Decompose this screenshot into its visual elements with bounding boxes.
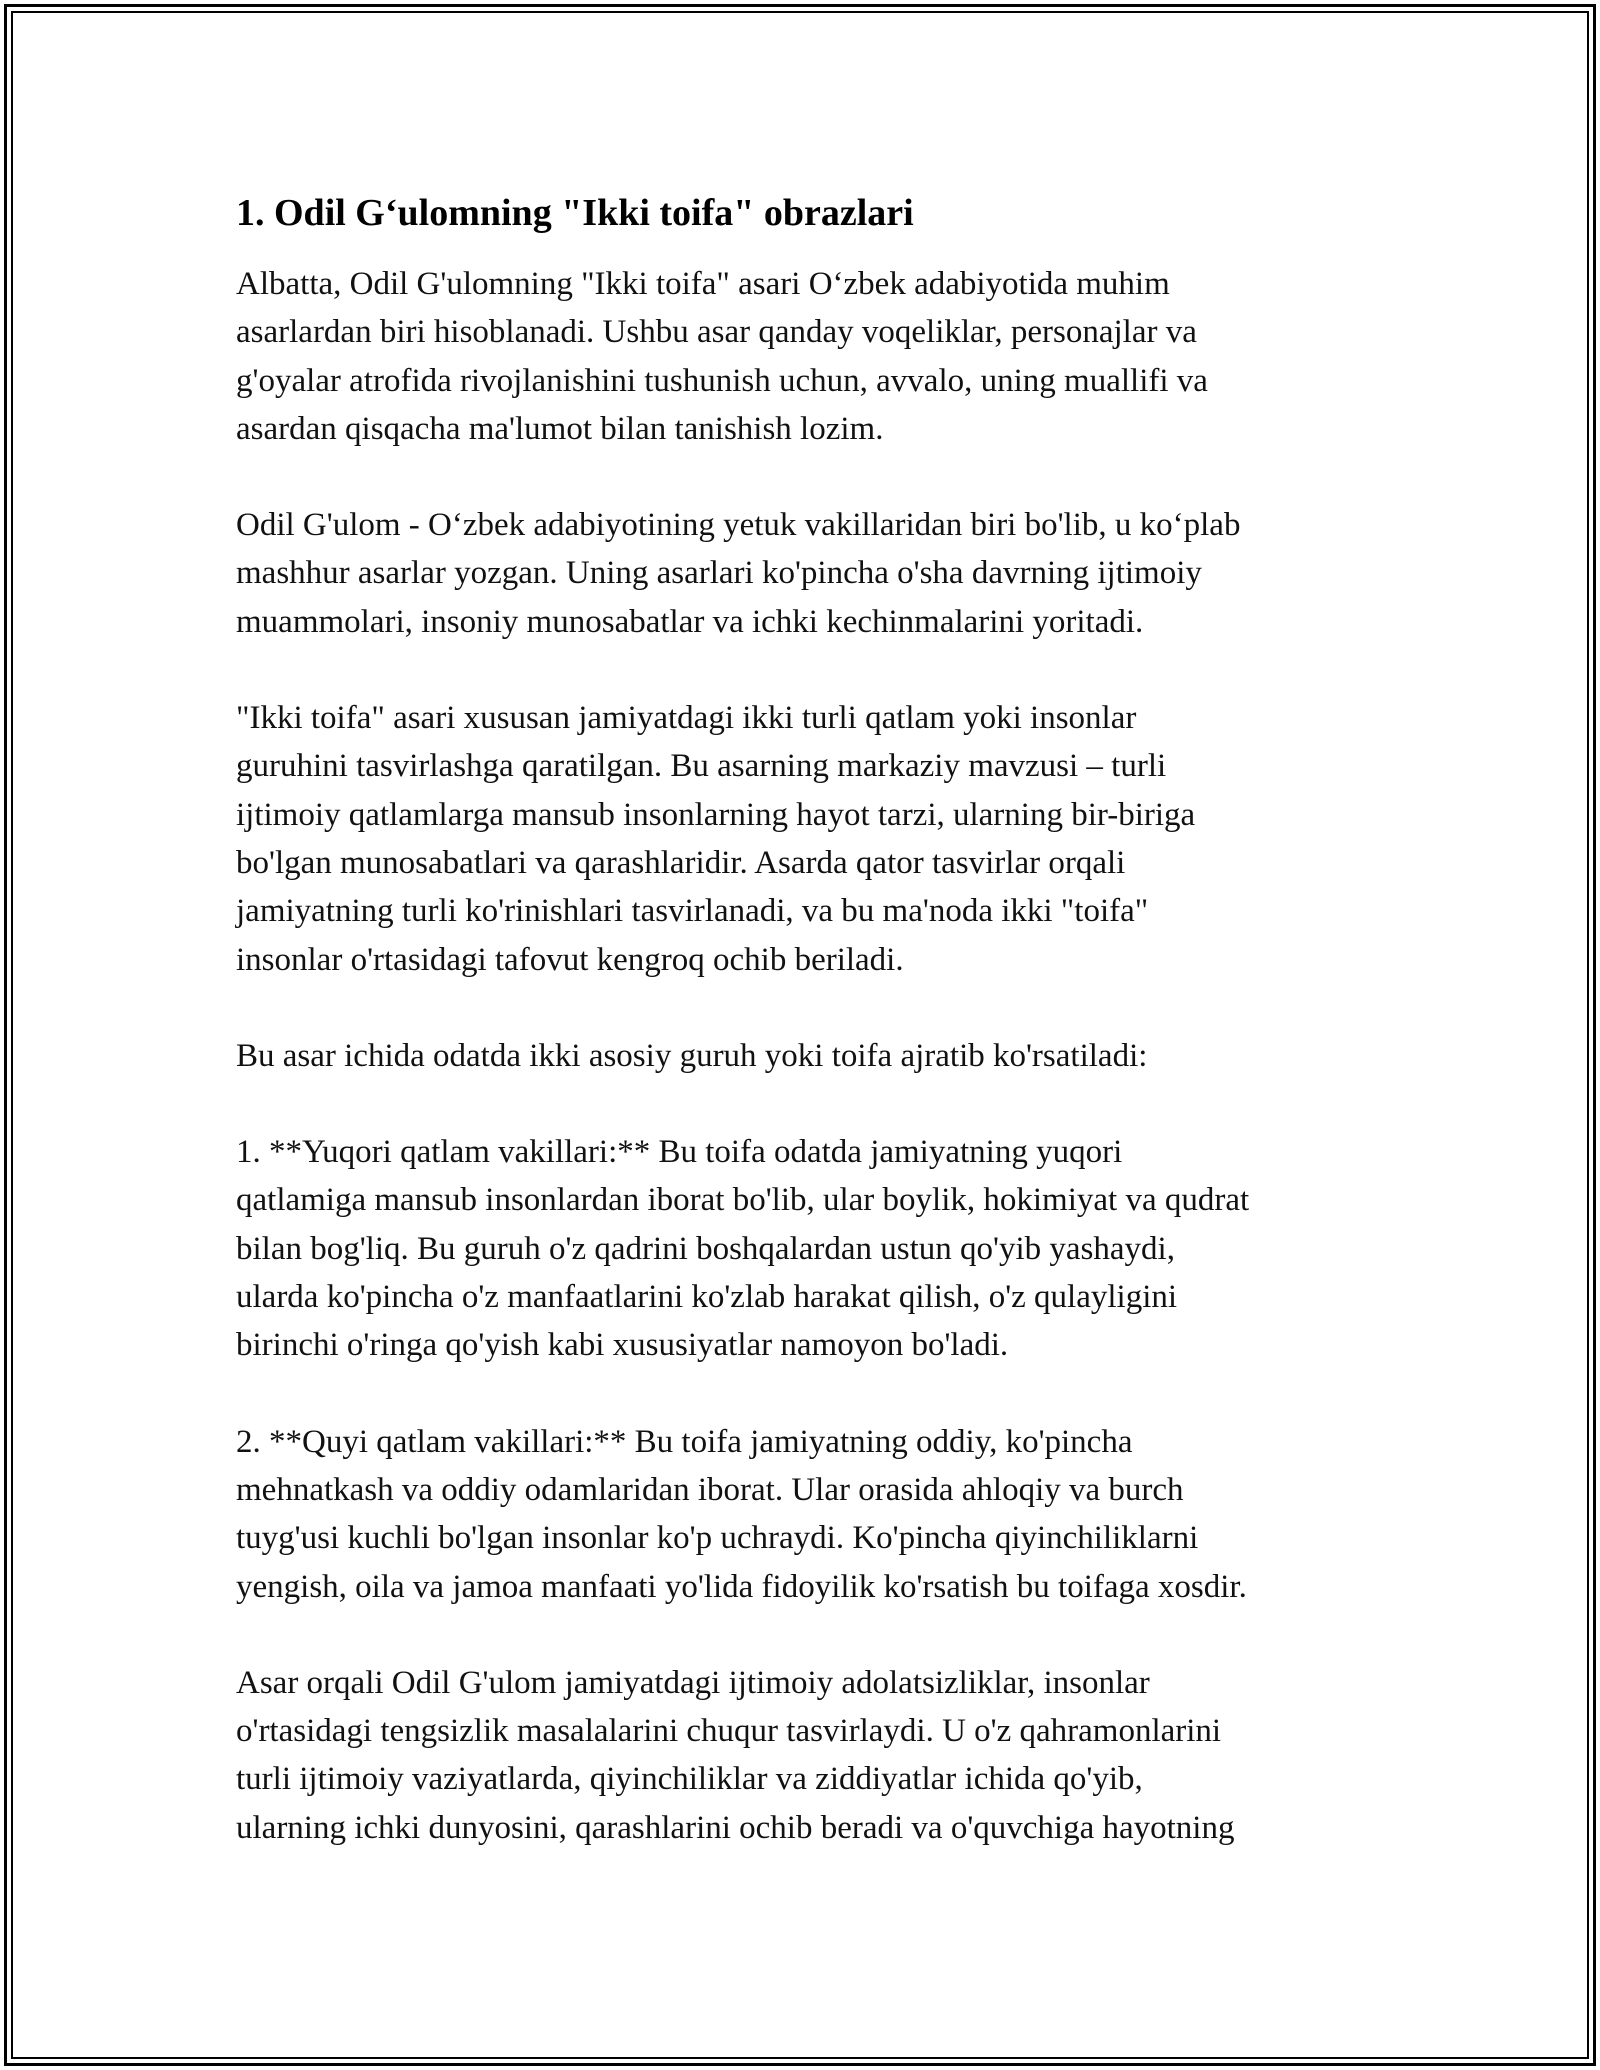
paragraph-line: Asar orqali Odil G'ulom jamiyatdagi ijtimoiy adolatsizliklar, insonlar (236, 1664, 1150, 1701)
paragraph-line: ularda ko'pincha o'z manfaatlarini ko'zlab harakat qilish, o'z qulayligini (236, 1279, 1178, 1316)
paragraph-line: Odil G'ulom - O‘zbek adabiyotining yetuk vakillaridan biri bo'lib, u ko‘plab (236, 507, 1241, 544)
paragraph-line: mehnatkash va oddiy odamlaridan iborat. Ular orasida ahloqiy va burch (236, 1471, 1184, 1508)
paragraph-line: g'oyalar atrofida rivojlanishini tushunish uchun, avvalo, uning muallifi va (236, 362, 1208, 399)
paragraph-line: ijtimoiy qatlamlarga mansub insonlarning hayot tarzi, ularning bir-biriga (236, 796, 1196, 833)
paragraph-line: asarlardan biri hisoblanadi. Ushbu asar qanday voqeliklar, personajlar va (236, 314, 1197, 351)
paragraph-line: turli ijtimoiy vaziyatlarda, qiyinchiliklar va ziddiyatlar ichida qo'yib, (236, 1761, 1143, 1798)
paragraph-line: 2. **Quyi qatlam vakillari:** Bu toifa jamiyatning oddiy, ko'pincha (236, 1423, 1133, 1460)
document-title: 1. Odil G‘ulomning "Ikki toifa" obrazlari (236, 192, 914, 234)
paragraph (236, 501, 1366, 646)
paragraph-line: mashhur asarlar yozgan. Uning asarlari ko'pincha o'sha davrning ijtimoiy (236, 555, 1202, 592)
paragraph-line: muammolari, insoniy munosabatlar va ichki kechinmalarini yoritadi. (236, 603, 1144, 640)
paragraph-line: insonlar o'rtasidagi tafovut kengroq ochib beriladi. (236, 941, 904, 978)
paragraph-line: 1. **Yuqori qatlam vakillari:** Bu toifa odatda jamiyatning yuqori (236, 1134, 1123, 1171)
paragraph (236, 1128, 1366, 1369)
paragraph (236, 1659, 1366, 1852)
paragraph-line: o'rtasidagi tengsizlik masalalarini chuqur tasvirlaydi. U o'z qahramonlarini (236, 1713, 1222, 1750)
paragraph (236, 260, 1366, 453)
paragraph-line: tuyg'usi kuchli bo'lgan insonlar ko'p uchraydi. Ko'pincha qiyinchiliklarni (236, 1520, 1199, 1557)
paragraph-line: birinchi o'ringa qo'yish kabi xususiyatlar namoyon bo'ladi. (236, 1327, 1009, 1364)
paragraph-list (236, 260, 1366, 1852)
paragraph (236, 694, 1366, 984)
paragraph-line: jamiyatning turli ko'rinishlari tasvirlanadi, va bu ma'noda ikki "toifa" (236, 893, 1149, 930)
paragraph-line: bo'lgan munosabatlari va qarashlaridir. Asarda qator tasvirlar orqali (236, 844, 1126, 881)
document-body (236, 188, 1366, 1900)
paragraph-line: qatlamiga mansub insonlardan iborat bo'lib, ular boylik, hokimiyat va qudrat (236, 1182, 1250, 1219)
paragraph-line: "Ikki toifa" asari xususan jamiyatdagi ikki turli qatlam yoki insonlar (236, 700, 1137, 737)
paragraph (236, 1032, 1366, 1080)
paragraph-line: bilan bog'liq. Bu guruh o'z qadrini boshqalardan ustun qo'yib yashaydi, (236, 1230, 1175, 1267)
paragraph-line: guruhini tasvirlashga qaratilgan. Bu asarning markaziy mavzusi – turli (236, 748, 1167, 785)
paragraph-line: ularning ichki dunyosini, qarashlarini ochib beradi va o'quvchiga hayotning (236, 1809, 1235, 1846)
paragraph (236, 1418, 1366, 1611)
paragraph-line: Bu asar ichida odatda ikki asosiy guruh yoki toifa ajratib ko'rsatiladi: (236, 1037, 1148, 1074)
paragraph-line: yengish, oila va jamoa manfaati yo'lida fidoyilik ko'rsatish bu toifaga xosdir. (236, 1568, 1247, 1605)
paragraph-line: Albatta, Odil G'ulomning "Ikki toifa" asari O‘zbek adabiyotida muhim (236, 266, 1170, 302)
paragraph-line: asardan qisqacha ma'lumot bilan tanishish lozim. (236, 410, 884, 447)
